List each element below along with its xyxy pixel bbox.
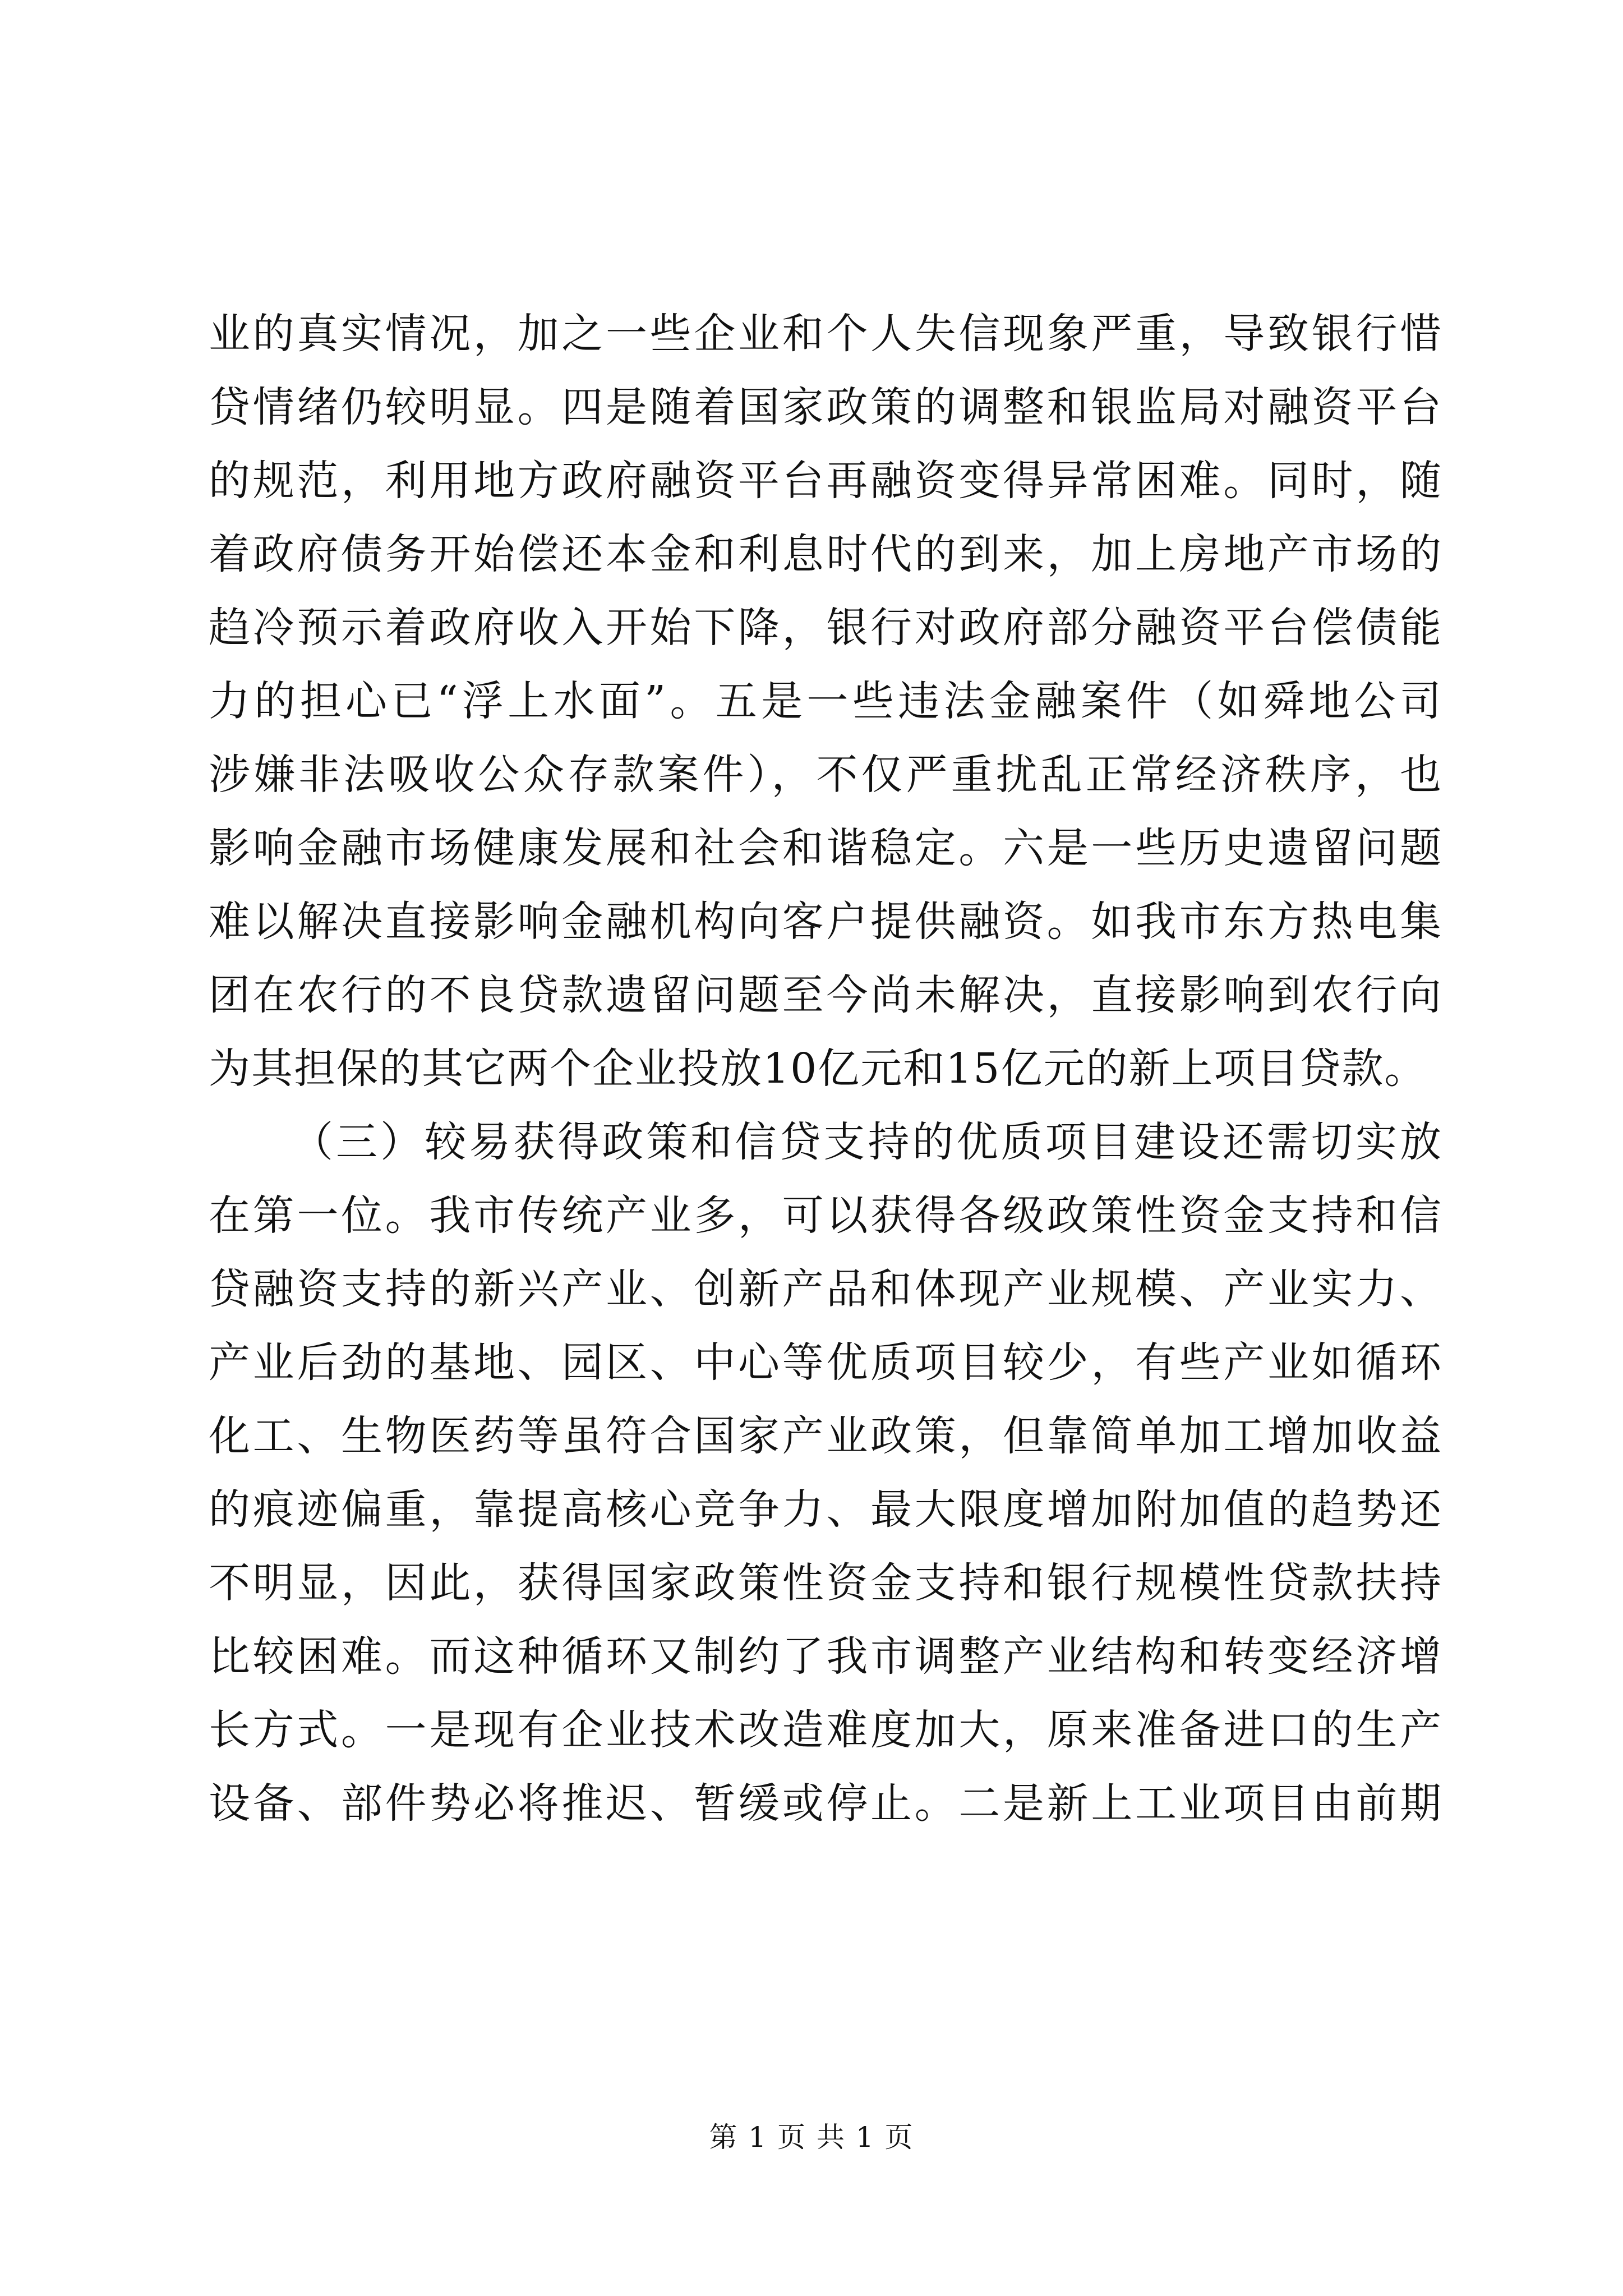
text-line: 产业后劲的基地、园区、中心等优质项目较少，有些产业如循环 — [209, 1338, 1442, 1387]
text-line: 着政府债务开始偿还本金和利息时代的到来，加上房地产市场的 — [209, 530, 1442, 578]
paragraph-1 — [209, 297, 1442, 1106]
text-line: 贷情绪仍较明显。四是随着国家政策的调整和银监局对融资平台 — [209, 383, 1442, 431]
text-line: 为其担保的其它两个企业投放10亿元和15亿元的新上项目贷款。 — [209, 1045, 1427, 1093]
text-line: （三）较易获得政策和信贷支持的优质项目建设还需切实放 — [292, 1118, 1442, 1166]
page-footer — [0, 2118, 1623, 2157]
paragraph-2 — [209, 1106, 1442, 1841]
text-line: 化工、生物医药等虽符合国家产业政策，但靠简单加工增加收益 — [209, 1412, 1442, 1460]
text-line: 力的担心已“浮上水面”。五是一些违法金融案件（如舜地公司 — [209, 677, 1442, 725]
text-line: 贷融资支持的新兴产业、创新产品和体现产业规模、产业实力、 — [209, 1265, 1442, 1313]
text-line: 长方式。一是现有企业技术改造难度加大，原来准备进口的生产 — [209, 1706, 1442, 1754]
text-line: 的痕迹偏重，靠提高核心竞争力、最大限度增加附加值的趋势还 — [209, 1485, 1442, 1534]
text-line: 设备、部件势必将推迟、暂缓或停止。二是新上工业项目由前期 — [209, 1779, 1442, 1828]
document-body — [209, 297, 1442, 1841]
text-line: 影响金融市场健康发展和社会和谐稳定。六是一些历史遗留问题 — [209, 824, 1442, 872]
text-line: 不明显，因此，获得国家政策性资金支持和银行规模性贷款扶持 — [209, 1559, 1442, 1607]
text-line: 在第一位。我市传统产业多，可以获得各级政策性资金支持和信 — [209, 1191, 1442, 1240]
page-number-label: 第 1 页 共 1 页 — [709, 2121, 914, 2154]
text-line: 业的真实情况，加之一些企业和个人失信现象严重，导致银行惜 — [209, 310, 1442, 358]
text-line: 的规范，利用地方政府融资平台再融资变得异常困难。同时，随 — [209, 457, 1442, 505]
text-line: 比较困难。而这种循环又制约了我市调整产业结构和转变经济增 — [209, 1632, 1442, 1681]
text-line: 趋冷预示着政府收入开始下降，银行对政府部分融资平台偿债能 — [209, 604, 1442, 652]
text-line: 涉嫌非法吸收公众存款案件），不仅严重扰乱正常经济秩序，也 — [209, 751, 1442, 799]
text-line: 难以解决直接影响金融机构向客户提供融资。如我市东方热电集 — [209, 898, 1442, 946]
text-line: 团在农行的不良贷款遗留问题至今尚未解决，直接影响到农行向 — [209, 971, 1442, 1019]
